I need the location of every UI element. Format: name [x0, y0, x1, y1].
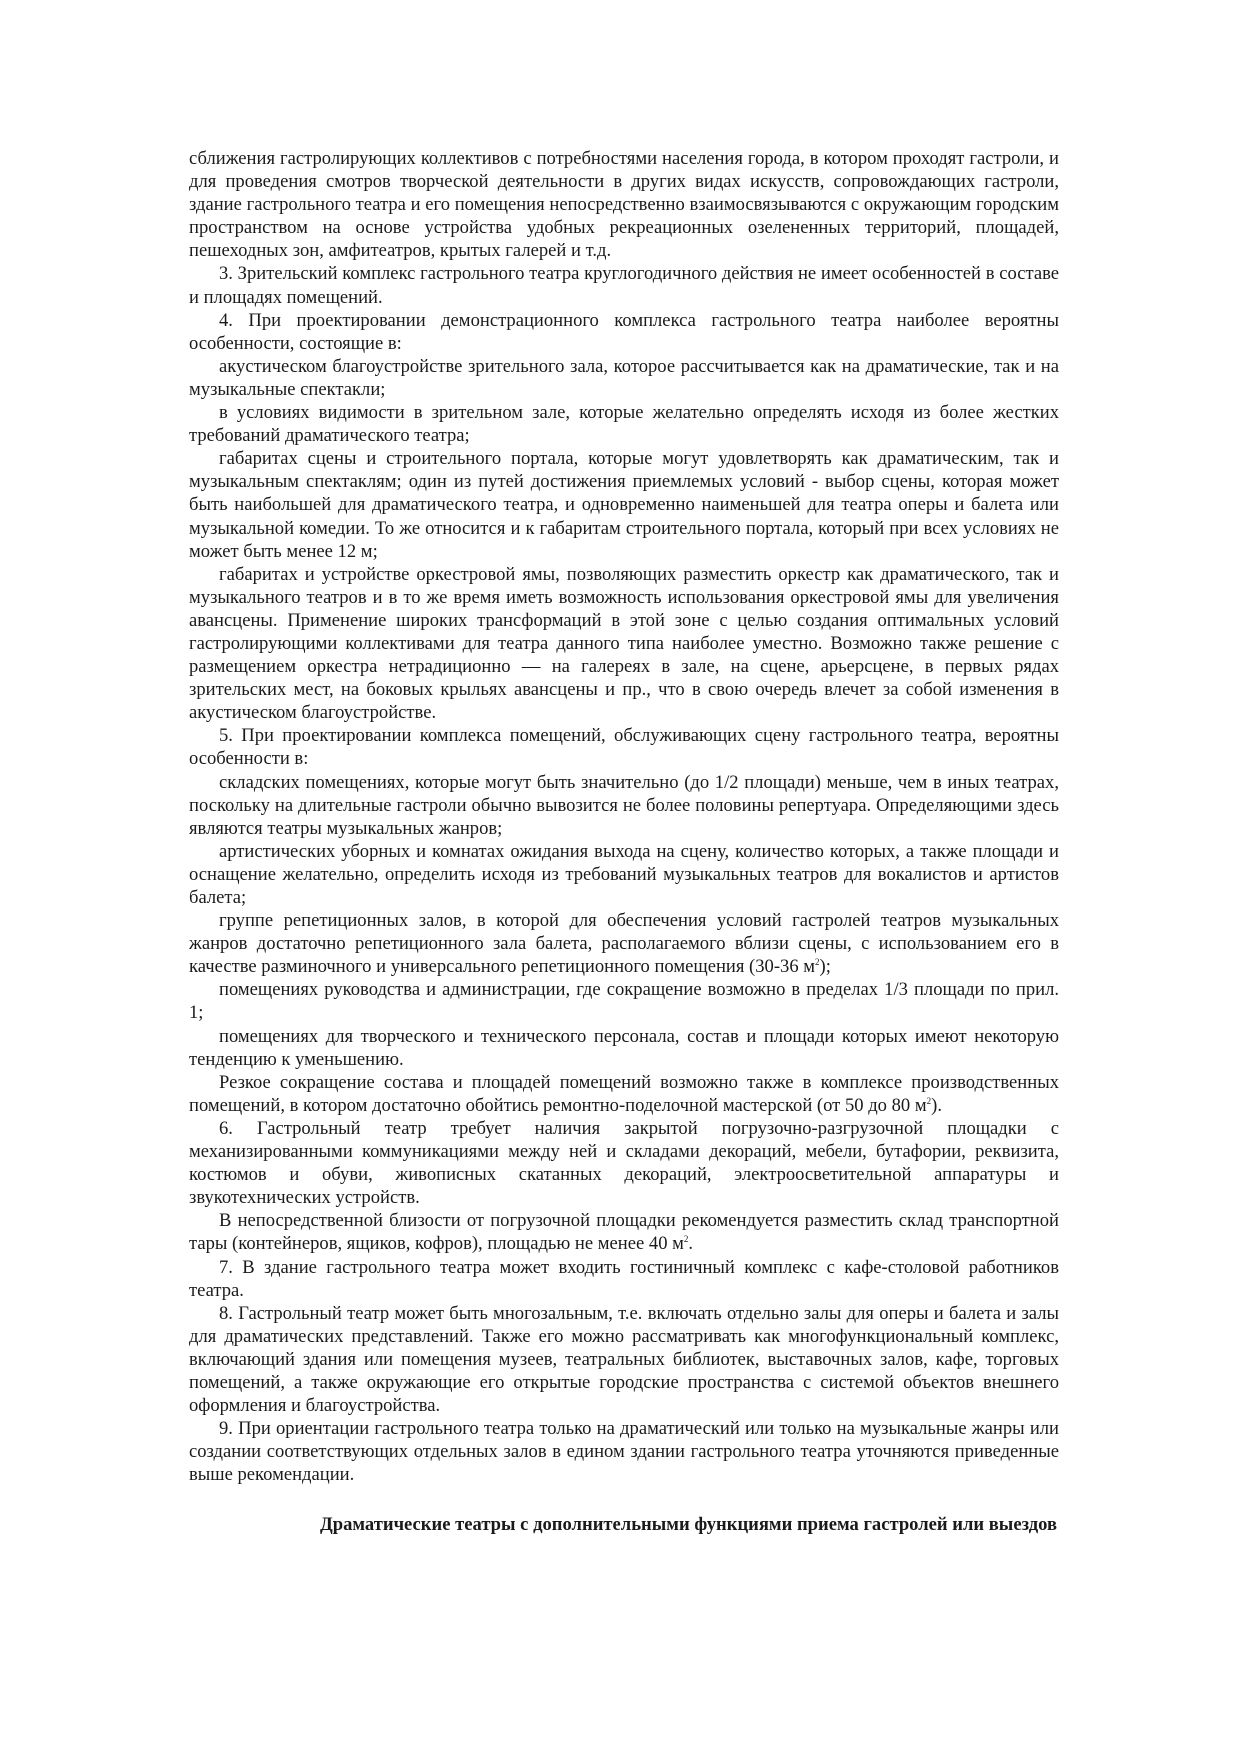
paragraph-container-storage [189, 1209, 1059, 1255]
paragraph-acoustics: акустическом благоустройстве зрительного зала, которое рассчитывается как на драматические, так и на музыкальные спектакли; [189, 355, 1059, 400]
rehearsal-end: ); [819, 956, 831, 978]
paragraph-orchestra-pit: габаритах и устройстве оркестровой ямы, позволяющих разместить оркестр как драматического, так и музыкального театров и в то же время иметь возможность использования оркестровой ямы для увеличения авансцены. Применение широких трансформаций в этой зоне с целью создания оптимальных условий гастролирующими коллективами для театра данного типа наиболее уместно. Возможно также решение с размещением оркестра нетрадиционно — на галереях в зале, на сцене, арьерсцене, в первых рядах зрительских мест, на боковых крыльях авансцены и пр., что в свою очередь влечет за собой изменения в акустическом благоустройстве. [189, 563, 1059, 724]
storage-sup: 2 [683, 1234, 689, 1245]
storage-text: В непосредственной близости от погрузочной площадки рекомендуется разместить склад транспортной тары (контейнеров, ящиков, кофров), площадью не менее 40 м [189, 1210, 1059, 1255]
paragraph-workshop [189, 1071, 1059, 1117]
document-page [189, 147, 1059, 1536]
paragraph-item-8: 8. Гастрольный театр может быть многозальным, т.е. включать отдельно залы для оперы и балета и залы для драматических представлений. Также его можно рассматривать как многофункциональный комплекс, включающий здания или помещения музеев, театральных библиотек, выставочных залов, кафе, торговых помещений, а также окружающие его открытые городские пространства с системой объектов внешнего оформления и благоустройства. [189, 1302, 1059, 1417]
rehearsal-sup: 2 [815, 957, 820, 968]
storage-end: . [688, 1233, 694, 1255]
rehearsal-text: группе репетиционных залов, в которой для обеспечения условий гастролей театров музыкальных жанров достаточно репетиционного зала балета, располагаемого вблизи сцены, с использованием его в качестве разминочного и универсального репетиционного помещения (30-36 м [189, 910, 1059, 978]
workshop-end: ). [931, 1094, 942, 1116]
paragraph-storage-rooms: складских помещениях, которые могут быть значительно (до 1/2 площади) меньше, чем в иных театрах, поскольку на длительные гастроли обычно вывозится не более половины репертуара. Определяющими здесь являются театры музыкальных жанров; [189, 771, 1059, 839]
paragraph-item-3: 3. Зрительский комплекс гастрольного театра круглогодичного действия не имеет особенностей в составе и площадях помещений. [189, 263, 1059, 308]
paragraph-rehearsal-halls [189, 909, 1059, 978]
section-heading: Драматические театры с дополнительными функциями приема гастролей или выездов [319, 1514, 1057, 1536]
workshop-sup: 2 [926, 1095, 932, 1106]
paragraph-item-7: 7. В здание гастрольного театра может входить гостиничный комплекс с кафе-столовой работников театра. [189, 1256, 1059, 1301]
paragraph-visibility: в условиях видимости в зрительном зале, которые желательно определять исходя из более жестких требований драматического театра; [189, 402, 1059, 447]
workshop-text: Резкое сокращение состава и площадей помещений возможно также в комплексе производственных помещений, в котором достаточно обойтись ремонтно-поделочной мастерской (от 50 до 80 м [189, 1071, 1059, 1116]
paragraph-item-5: 5. При проектировании комплекса помещений, обслуживающих сцену гастрольного театра, вероятны особенности в: [189, 725, 1059, 770]
paragraph-dressing-rooms: артистических уборных и комнатах ожидания выхода на сцену, количество которых, а также площади и оснащение желательно, определить исходя из требований музыкальных театров для вокалистов и артистов балета; [189, 840, 1059, 908]
paragraph-item-9: 9. При ориентации гастрольного театра только на драматический или только на музыкальные жанры или создании соответствующих отдельных залов в едином здании гастрольного театра уточняются приведенные выше рекомендации. [189, 1418, 1059, 1486]
paragraph-administration: помещениях руководства и администрации, где сокращение возможно в пределах 1/3 площади по прил. 1; [189, 979, 1059, 1024]
paragraph-stage-dimensions: габаритах сцены и строительного портала, которые могут удовлетворять как драматическим, так и музыкальным спектаклям; один из путей достижения приемлемых условий - выбор сцены, которая может быть наибольшей для драматического театра, и одновременно наименьшей для театра оперы и балета или музыкальной комедии. То же относится и к габаритам строительного портала, который при всех условиях не может быть менее 12 м; [189, 448, 1059, 562]
paragraph-item-4: 4. При проектировании демонстрационного комплекса гастрольного театра наиболее вероятны особенности, состоящие в: [189, 309, 1059, 354]
paragraph-personnel: помещениях для творческого и технического персонала, состав и площади которых имеют некоторую тенденцию к уменьшению. [189, 1025, 1059, 1070]
paragraph-item-6: 6. Гастрольный театр требует наличия закрытой погрузочно-разгрузочной площадки с механизированными коммуникациями между ней и складами декораций, мебели, бутафории, реквизита, костюмов и обуви, живописных скатанных декораций, электроосветительной аппаратуры и звукотехнических устройств. [189, 1117, 1059, 1209]
paragraph-continuation: сближения гастролирующих коллективов с потребностями населения города, в котором проходят гастроли, и для проведения смотров творческой деятельности в других видах искусств, сопровождающих гастроли, здание гастрольного театра и его помещения непосредственно взаимосвязываются с окружающим городским пространством на основе устройства удобных рекреационных озелененных территорий, площадей, пешеходных зон, амфитеатров, крытых галерей и т.д. [189, 148, 1059, 262]
